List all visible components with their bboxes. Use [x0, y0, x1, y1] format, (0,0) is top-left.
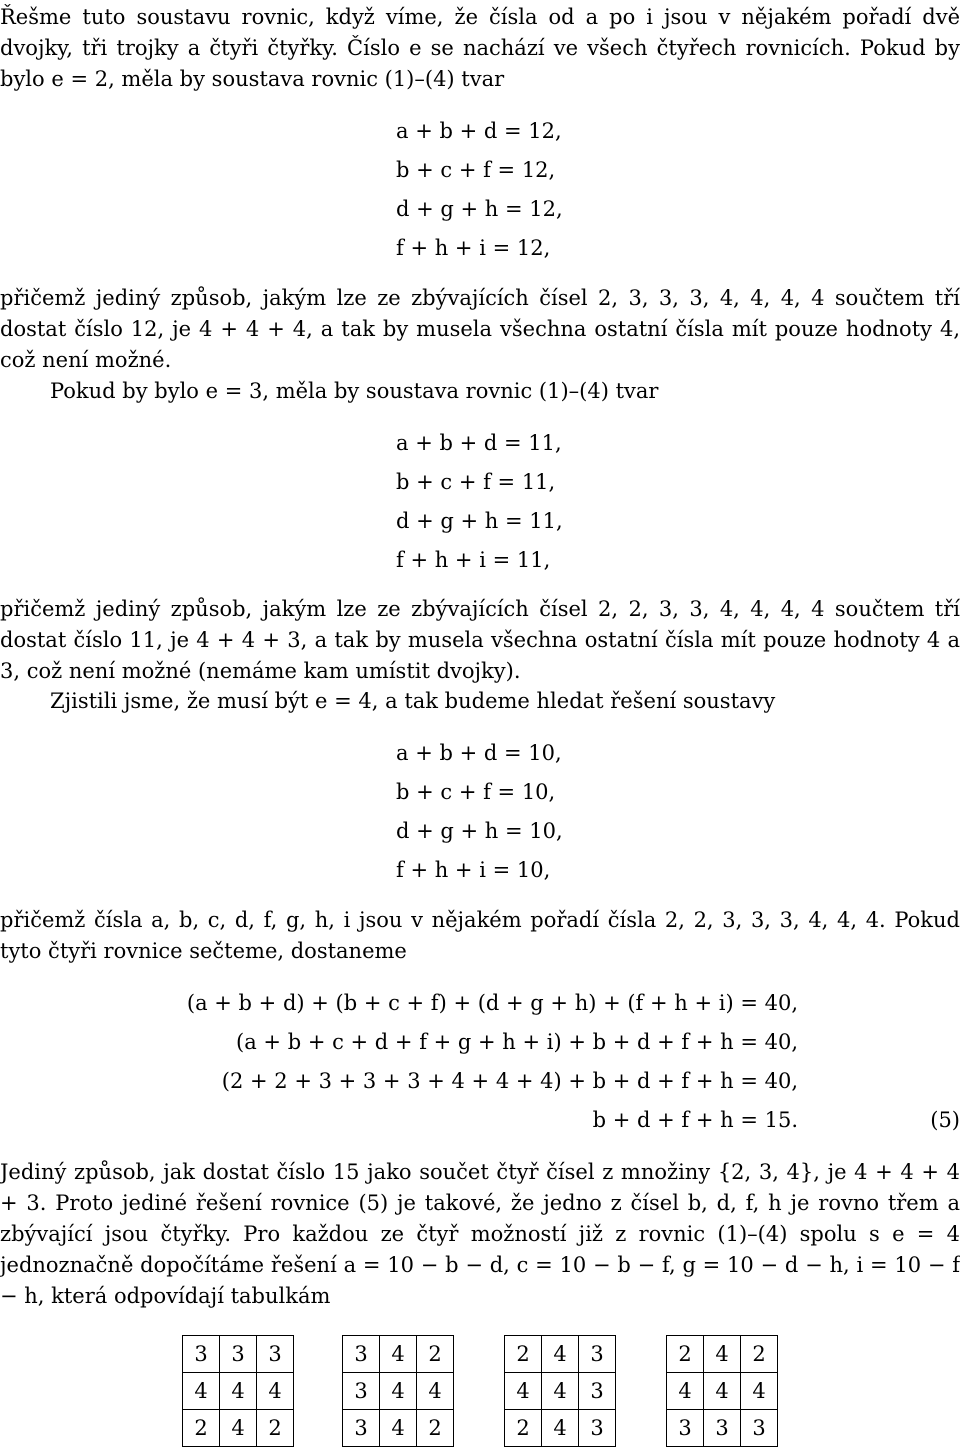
equation-number: (5) — [930, 1108, 960, 1132]
table-cell: 4 — [220, 1410, 257, 1447]
sum-equation-3: (2 + 2 + 3 + 3 + 3 + 4 + 4 + 4) + b + d + f + h = 40, — [221, 1069, 798, 1093]
paragraph-e2-conclusion: přičemž jediný způsob, jakým lze ze zbývajících čísel 2, 3, 3, 3, 4, 4, 4, 4 součtem tří dostat číslo 12, je 4 + 4 + 4, a tak by musela všechna ostatní čísla mít pouze hodnoty 4, což není možné. — [0, 286, 960, 372]
table-cell: 4 — [542, 1410, 579, 1447]
table-cell: 2 — [505, 1410, 542, 1447]
table-cell: 3 — [579, 1373, 616, 1410]
table-cell: 4 — [667, 1373, 704, 1410]
equation-e2-2: b + c + f = 12, — [396, 158, 556, 182]
table-cell: 3 — [343, 1410, 380, 1447]
table-cell: 4 — [380, 1336, 417, 1373]
table-cell: 4 — [183, 1373, 220, 1410]
table-cell: 3 — [667, 1410, 704, 1447]
paragraph-final: Jediný způsob, jak dostat číslo 15 jako součet čtyř čísel z množiny {2, 3, 4}, je 4 + 4 + 4 + 3. Proto jediné řešení rovnice (5) je takové, že jedno z čísel b, d, f, h je rovno třem a zbývající jsou čtyřky. Pro každou ze čtyř možností již z rovnic (1)–(4) spolu s e = 4 jednoznačně dopočítáme řešení a = 10 − b − d, c = 10 − b − f, g = 10 − d − h, i = 10 − f − h, která odpovídají tabulkám — [0, 1160, 960, 1308]
equation-e4-1: a + b + d = 10, — [396, 741, 562, 765]
table-cell: 3 — [343, 1373, 380, 1410]
solution-table-3 — [504, 1335, 616, 1447]
table-cell: 3 — [343, 1336, 380, 1373]
table-cell: 3 — [183, 1336, 220, 1373]
table-cell: 4 — [542, 1336, 579, 1373]
equation-e4-4: f + h + i = 10, — [396, 858, 551, 882]
equation-e2-3: d + g + h = 12, — [396, 197, 563, 221]
paragraph-e4-intro: Zjistili jsme, že musí být e = 4, a tak budeme hledat řešení soustavy — [50, 689, 776, 713]
sum-equation-4: b + d + f + h = 15. — [592, 1108, 798, 1132]
table-cell: 4 — [542, 1373, 579, 1410]
equation-e3-2: b + c + f = 11, — [396, 470, 556, 494]
equation-e3-4: f + h + i = 11, — [396, 548, 551, 572]
table-cell: 3 — [579, 1336, 616, 1373]
table-cell: 4 — [380, 1373, 417, 1410]
table-cell: 2 — [183, 1410, 220, 1447]
paragraph-e3-conclusion: přičemž jediný způsob, jakým lze ze zbývajících čísel 2, 2, 3, 3, 4, 4, 4, 4 součtem tří dostat číslo 11, je 4 + 4 + 3, a tak by musela všechna ostatní čísla mít pouze hodnoty 4 a 3, což není možné (nemáme kam umístit dvojky). — [0, 597, 960, 683]
equation-e4-3: d + g + h = 10, — [396, 819, 563, 843]
paragraph-intro: Řešme tuto soustavu rovnic, když víme, že čísla od a po i jsou v nějakém pořadí dvě dvojky, tři trojky a čtyři čtyřky. Číslo e se nachází ve všech čtyřech rovnicích. Pokud by bylo e = 2, měla by soustava rovnic (1)–(4) tvar — [0, 5, 960, 91]
solution-table-1 — [182, 1335, 294, 1447]
table-cell: 2 — [741, 1336, 778, 1373]
table-cell: 2 — [505, 1336, 542, 1373]
table-cell: 3 — [579, 1410, 616, 1447]
solution-table-2 — [342, 1335, 454, 1447]
solution-table-4 — [666, 1335, 778, 1447]
table-cell: 3 — [704, 1410, 741, 1447]
table-cell: 4 — [220, 1373, 257, 1410]
paragraph-e3-intro: Pokud by bylo e = 3, měla by soustava rovnic (1)–(4) tvar — [50, 379, 659, 403]
table-cell: 2 — [257, 1410, 294, 1447]
paragraph-e4-conclusion: přičemž čísla a, b, c, d, f, g, h, i jsou v nějakém pořadí čísla 2, 2, 3, 3, 3, 4, 4, 4. Pokud tyto čtyři rovnice sečteme, dostaneme — [0, 908, 960, 963]
sum-equation-2: (a + b + c + d + f + g + h + i) + b + d + f + h = 40, — [236, 1030, 798, 1054]
table-cell: 3 — [257, 1336, 294, 1373]
table-cell: 4 — [704, 1373, 741, 1410]
table-cell: 4 — [741, 1373, 778, 1410]
table-cell: 4 — [417, 1373, 454, 1410]
equation-e3-3: d + g + h = 11, — [396, 509, 563, 533]
table-cell: 4 — [704, 1336, 741, 1373]
equation-e2-4: f + h + i = 12, — [396, 236, 551, 260]
table-cell: 2 — [417, 1336, 454, 1373]
table-cell: 4 — [257, 1373, 294, 1410]
equation-e3-1: a + b + d = 11, — [396, 431, 562, 455]
table-cell: 4 — [505, 1373, 542, 1410]
equation-e2-1: a + b + d = 12, — [396, 119, 562, 143]
equation-e4-2: b + c + f = 10, — [396, 780, 556, 804]
sum-equation-1: (a + b + d) + (b + c + f) + (d + g + h) + (f + h + i) = 40, — [186, 991, 798, 1015]
table-cell: 2 — [417, 1410, 454, 1447]
table-cell: 3 — [220, 1336, 257, 1373]
table-cell: 2 — [667, 1336, 704, 1373]
table-cell: 4 — [380, 1410, 417, 1447]
table-cell: 3 — [741, 1410, 778, 1447]
